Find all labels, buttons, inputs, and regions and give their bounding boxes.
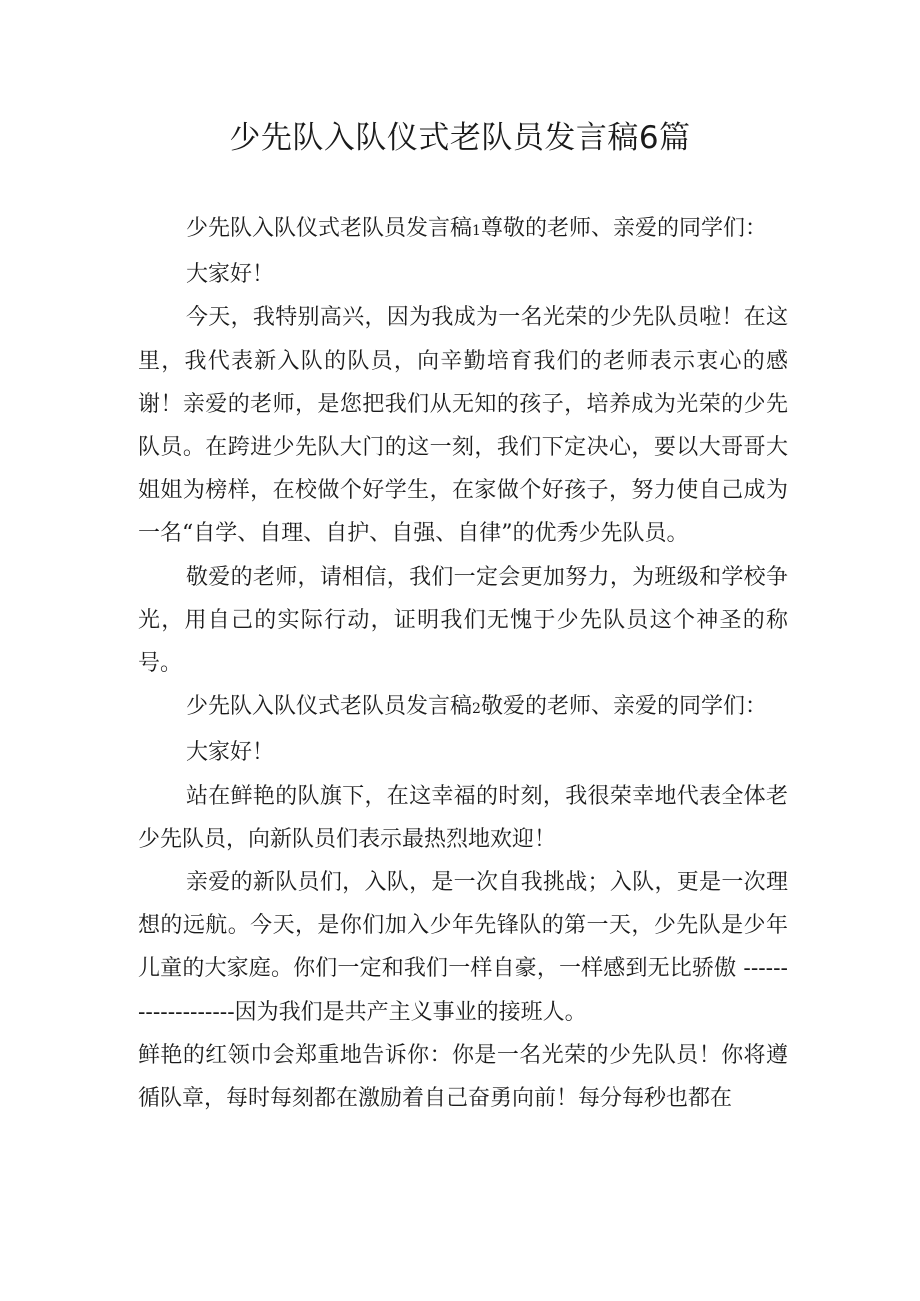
section-heading-text: 少先队入队仪式老队员发言稿 (186, 694, 473, 720)
paragraph: 大家好！ (186, 262, 275, 288)
salutation-text: 敬爱的老师、亲爱的同学们： (480, 694, 767, 720)
document-title: 少先队入队仪式老队员发言稿6篇 (229, 120, 691, 156)
paragraph: 站在鲜艳的队旗下，在这幸福的时刻，我很荣幸地代表全体老少先队员，向新队员们表示最热烈地欢迎！ (138, 783, 788, 852)
paragraph: 今天，我特别高兴，因为我成为一名光荣的少先队员啦！在这里，我代表新入队的队员，向辛勤培育我们的老师表示衷心的感谢！亲爱的老师，是您把我们从无知的孩子，培养成为光荣的少先队员。在跨进少先队大门的这一刻，我们下定决心，要以大哥哥大姐姐为榜样，在校做个好学生，在家做个好孩子，努力使自己成为一名“自学、自理、自护、自强、自律”的优秀少先队员。 (138, 305, 788, 547)
paragraph: 敬爱的老师，请相信，我们一定会更加努力，为班级和学校争光，用自己的实际行动，证明我们无愧于少先队员这个神圣的称号。 (138, 564, 788, 677)
section-number: 1 (472, 223, 481, 239)
paragraph: 鲜艳的红领巾会郑重地告诉你：你是一名光荣的少先队员！你将遵循队章，每时每刻都在激励着自己奋勇向前！每分每秒也都在 (138, 1042, 788, 1112)
section-heading-1 (138, 207, 788, 253)
salutation-text: 尊敬的老师、亲爱的同学们： (480, 216, 767, 241)
paragraph: 亲爱的新队员们，入队，是一次自我挑战；入队，更是一次理想的远航。今天，是你们加入少年先锋队的第一天，少先队是少年儿童的大家庭。你们一定和我们一样自豪，一样感到无比骄傲 -------------------因为我们是共产主义事业的接班人。 (138, 870, 788, 1025)
section-number: 2 (472, 701, 481, 718)
document-body (138, 207, 788, 1120)
section-heading-text: 少先队入队仪式老队员发言稿 (186, 216, 473, 241)
section-heading-2 (138, 685, 788, 731)
paragraph: 大家好！ (186, 740, 275, 766)
